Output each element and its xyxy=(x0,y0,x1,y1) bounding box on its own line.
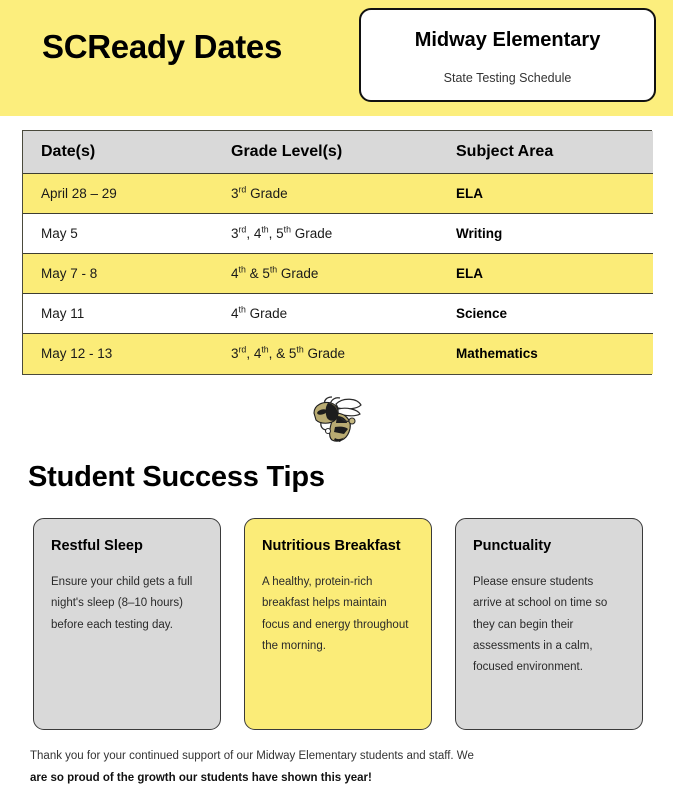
tip-card xyxy=(455,518,643,730)
cell-date: April 28 – 29 xyxy=(23,174,213,214)
tip-card xyxy=(33,518,221,730)
cell-grade-levels: 4th & 5th Grade xyxy=(213,254,438,294)
tip-card xyxy=(244,518,432,730)
column-header-grade-levels: Grade Level(s) xyxy=(213,131,438,174)
tip-card-body: Please ensure students arrive at school on time so they can begin their assessments in a calm, focused environment. xyxy=(473,576,608,674)
table-row xyxy=(23,174,653,214)
tip-card-title: Punctuality xyxy=(473,538,552,554)
table-row xyxy=(23,294,653,334)
school-info-box xyxy=(359,8,656,102)
cell-subject-area: ELA xyxy=(438,174,653,214)
table-header-row xyxy=(23,131,653,174)
cell-subject-area: Science xyxy=(438,294,653,334)
testing-schedule-table xyxy=(22,130,652,375)
tip-card-body: Ensure your child gets a full night's sleep (8–10 hours) before each testing day. xyxy=(51,576,193,631)
tip-card-body: A healthy, protein-rich breakfast helps maintain focus and energy throughout the morning. xyxy=(262,576,409,652)
footer-line-2: are so proud of the growth our students have shown this year! xyxy=(30,772,372,785)
column-header-dates: Date(s) xyxy=(23,131,213,174)
footer-line-1: Thank you for your continued support of our Midway Elementary students and staff. We xyxy=(30,750,474,762)
cell-date: May 5 xyxy=(23,214,213,254)
cell-date: May 12 - 13 xyxy=(23,334,213,374)
cell-date: May 7 - 8 xyxy=(23,254,213,294)
page-title: SCReady Dates xyxy=(42,28,283,65)
cell-grade-levels: 4th Grade xyxy=(213,294,438,334)
table-row xyxy=(23,254,653,294)
cell-date: May 11 xyxy=(23,294,213,334)
bee-mascot-icon xyxy=(305,396,367,444)
cell-grade-levels: 3rd, 4th, & 5th Grade xyxy=(213,334,438,374)
table-row xyxy=(23,214,653,254)
school-subtitle: State Testing Schedule xyxy=(443,71,572,85)
cell-subject-area: Writing xyxy=(438,214,653,254)
cell-subject-area: Mathematics xyxy=(438,334,653,374)
schedule-rows xyxy=(23,174,653,374)
school-name: Midway Elementary xyxy=(414,29,601,51)
tips-section-heading: Student Success Tips xyxy=(28,461,325,493)
header-banner xyxy=(0,0,673,116)
cell-grade-levels: 3rd, 4th, 5th Grade xyxy=(213,214,438,254)
table-row xyxy=(23,334,653,374)
column-header-subject-area: Subject Area xyxy=(438,131,653,174)
tip-card-title: Nutritious Breakfast xyxy=(262,538,401,554)
footer-message xyxy=(30,745,650,790)
tip-card-title: Restful Sleep xyxy=(51,538,143,554)
tip-cards-container xyxy=(33,518,643,730)
cell-grade-levels: 3rd Grade xyxy=(213,174,438,214)
cell-subject-area: ELA xyxy=(438,254,653,294)
